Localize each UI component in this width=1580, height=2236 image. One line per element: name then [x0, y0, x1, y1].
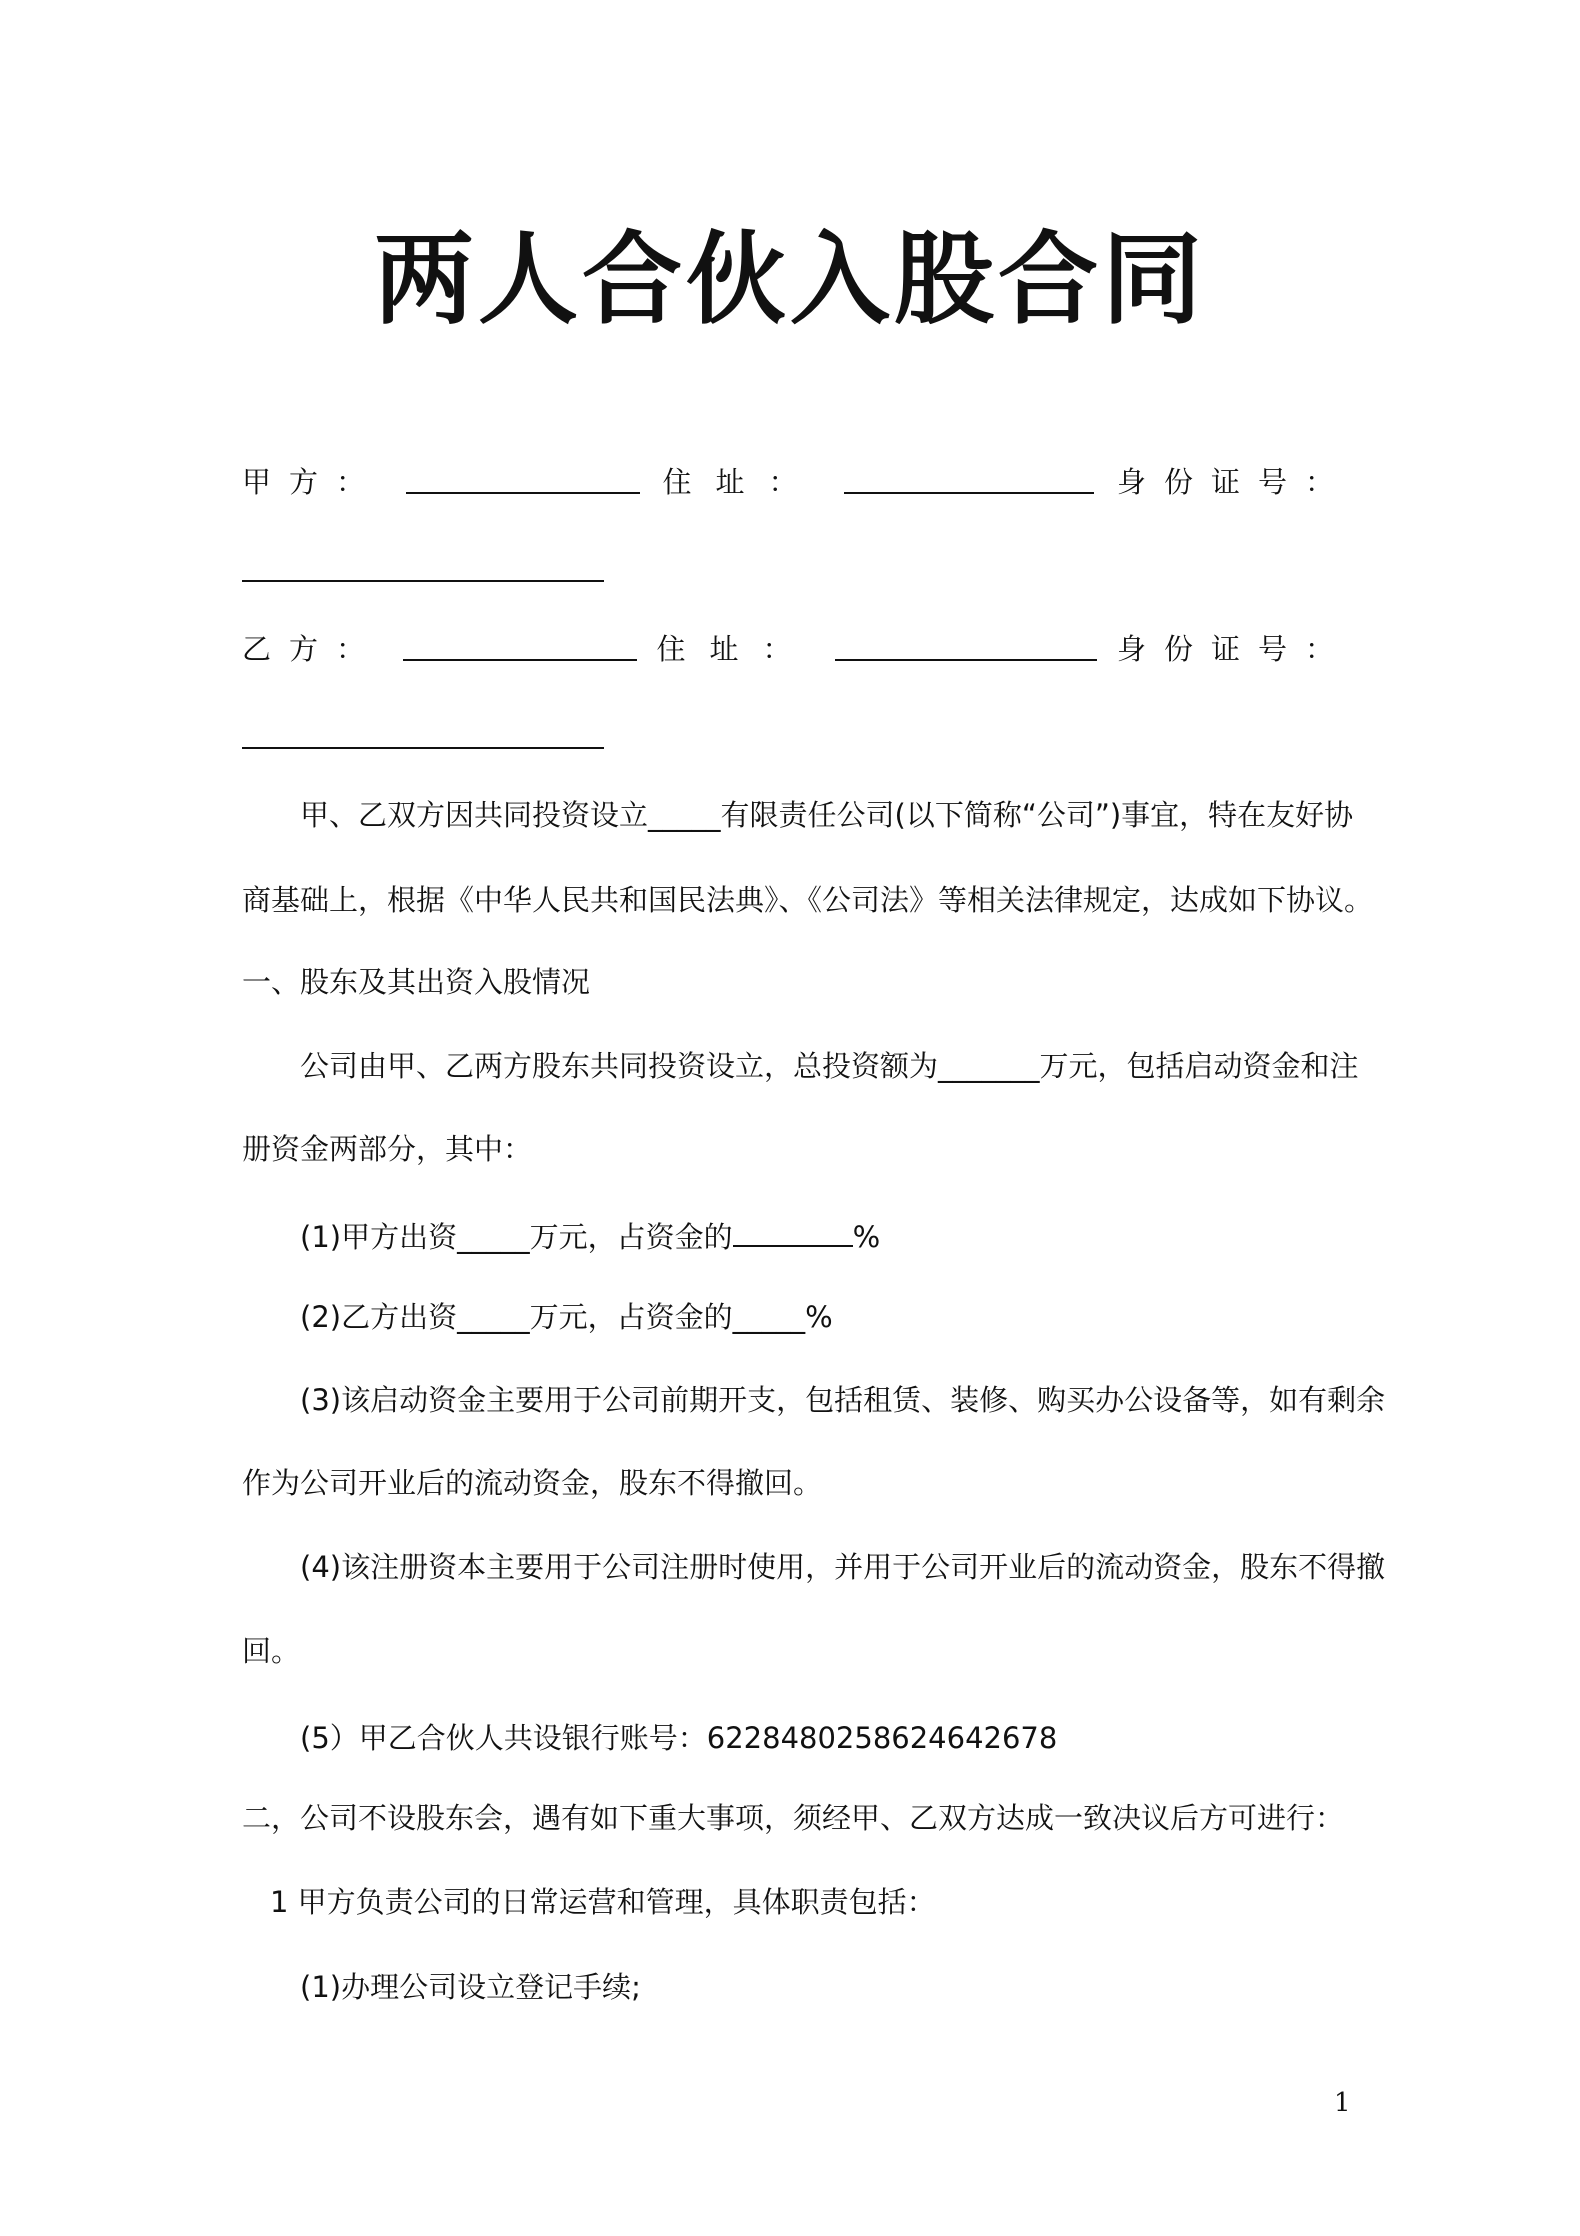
paragraph-line: 公司由甲、乙两方股东共同投资设立，总投资额为_______万元，包括启动资金和注: [300, 1049, 1359, 1083]
list-item: (1)办理公司设立登记手续;: [300, 1970, 641, 2004]
paragraph-line: 册资金两部分，其中：: [242, 1132, 533, 1166]
party-a-row: [242, 462, 1352, 502]
section-heading: 二，公司不设股东会，遇有如下重大事项，须经甲、乙双方达成一致决议后方可进行：: [242, 1801, 1345, 1835]
document-title: 两人合伙入股合同: [374, 221, 1206, 338]
list-item: (4)该注册资本主要用于公司注册时使用，并用于公司开业后的流动资金，股东不得撤: [300, 1550, 1386, 1584]
intro-line: 甲、乙双方因共同投资设立_____有限责任公司(以下简称“公司”)事宜，特在友好协: [300, 798, 1354, 832]
party-a-id-blank: [242, 578, 604, 582]
list-item-continuation: 作为公司开业后的流动资金，股东不得撤回。: [242, 1466, 823, 1500]
party-b-name-blank: [403, 629, 637, 661]
party-a-id-label: 身份证号：: [1116, 465, 1352, 499]
party-b-id-label: 身份证号：: [1116, 632, 1352, 666]
list-item: [300, 1217, 1360, 1257]
list-item-continuation: 回。: [242, 1634, 301, 1668]
party-a-name-blank: [406, 462, 640, 494]
intro-line: 商基础上，根据《中华人民共和国民法典》、《公司法》等相关法律规定，达成如下协议。: [242, 883, 1374, 917]
section-heading: 一、股东及其出资入股情况: [242, 965, 591, 999]
party-a-address-blank: [844, 462, 1094, 494]
item1-text: (1)甲方出资_____万元，占资金的: [300, 1220, 733, 1254]
party-b-row: [242, 629, 1352, 669]
list-item: (2)乙方出资_____万元，占资金的_____%: [300, 1300, 833, 1334]
party-b-address-label: 住址：: [656, 632, 816, 666]
party-a-address-label: 住址：: [662, 465, 822, 499]
party-b-id-blank: [242, 745, 604, 749]
percent-blank: [733, 1219, 853, 1247]
subsection-heading: 1 甲方负责公司的日常运营和管理，具体职责包括：: [270, 1885, 936, 1919]
party-a-label: 甲方：: [242, 465, 384, 499]
item1-suffix: %: [852, 1220, 881, 1254]
list-item: (5）甲乙合伙人共设银行账号：6228480258624642678: [300, 1721, 1058, 1755]
list-item: (3)该启动资金主要用于公司前期开支，包括租赁、装修、购买办公设备等，如有剩余: [300, 1383, 1386, 1417]
party-b-address-blank: [835, 629, 1097, 661]
party-b-label: 乙方：: [242, 632, 384, 666]
page-number: 1: [1334, 2088, 1351, 2118]
